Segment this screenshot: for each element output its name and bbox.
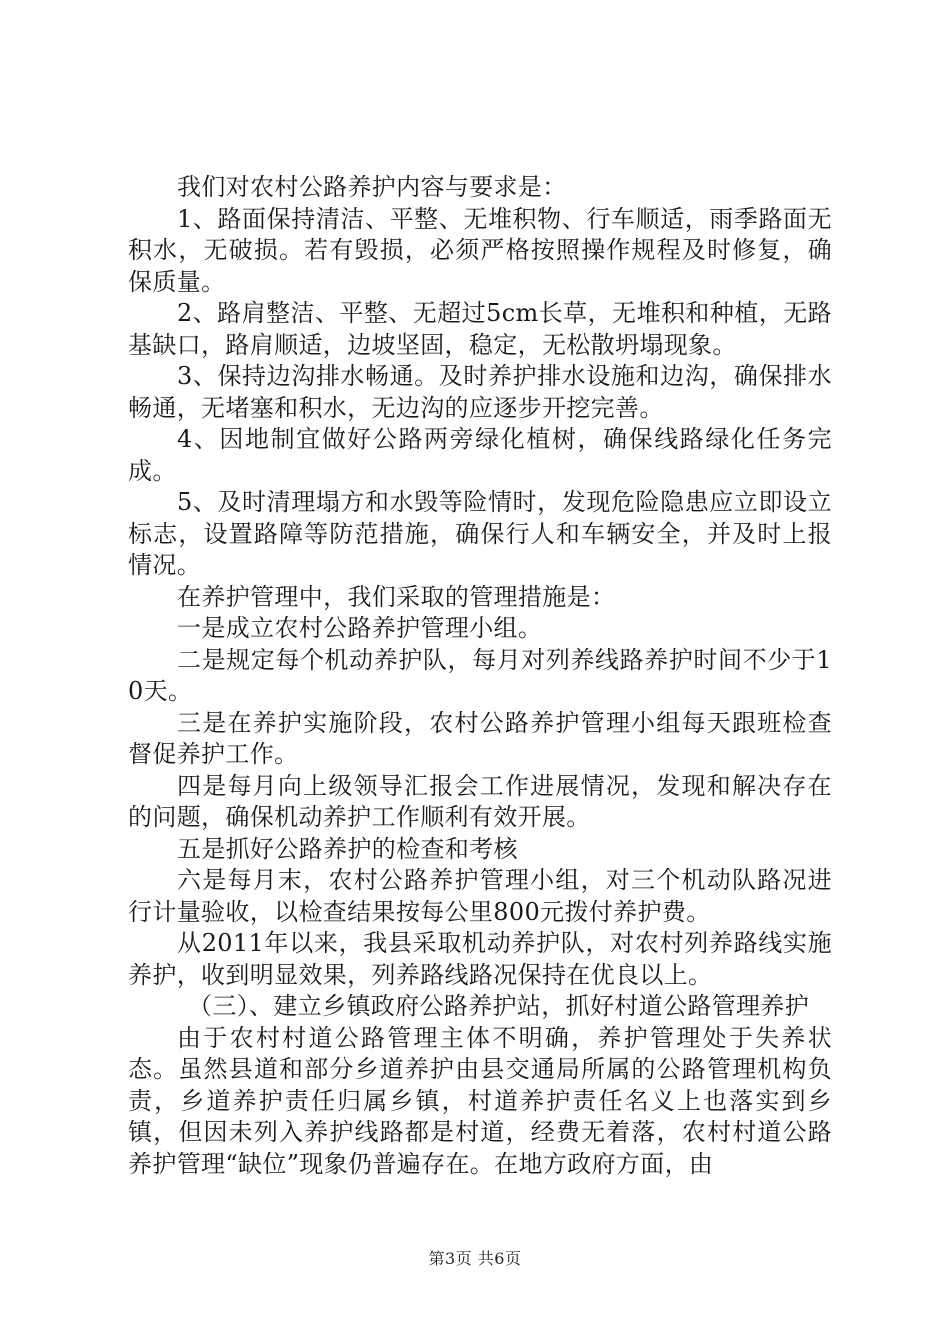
- paragraph-item-5-hazards: 5、及时清理塌方和水毁等险情时，发现危险隐患应立即设立标志，设置路障等防范措施，确保行人和车辆安全，并及时上报情况。: [128, 488, 832, 579]
- paragraph-measures-intro: 在养护管理中，我们采取的管理措施是：: [177, 582, 616, 611]
- section-heading-3: （三）、建立乡镇政府公路养护站，抓好村道公路管理养护: [188, 992, 810, 1020]
- page-number-footer: 第3页 共6页: [428, 1249, 522, 1268]
- paragraph-measure-5: 五是抓好公路养护的检查和考核: [177, 834, 518, 863]
- paragraph-requirements-intro: 我们对农村公路养护内容与要求是：: [177, 173, 567, 201]
- paragraph-village-roads: 由于农村村道公路管理主体不明确，养护管理处于失养状态。虽然县道和部分乡道养护由县交通局所属的公路管理机构负责，乡道养护责任归属乡镇，村道养护责任名义上也落实到乡镇，但因未列入养护线路都是村道，经费无着落，农村村道公路养护管理“缺位”现象仍普遍存在。在地方政府方面，由: [128, 1023, 832, 1178]
- paragraph-measure-2: 二是规定每个机动养护队，每月对列养线路养护时间不少于10天。: [128, 645, 832, 705]
- document-body: [128, 172, 832, 1180]
- paragraph-since-2011: 从2011年以来，我县采取机动养护队，对农村列养路线实施养护，收到明显效果，列养路线路况保持在优良以上。: [128, 929, 832, 989]
- paragraph-measure-3: 三是在养护实施阶段，农村公路养护管理小组每天跟班检查督促养护工作。: [128, 708, 832, 768]
- paragraph-item-3-drainage: 3、保持边沟排水畅通。及时养护排水设施和边沟，确保排水畅通，无堵塞和积水，无边沟的应逐步开挖完善。: [128, 362, 832, 422]
- paragraph-item-1-road-surface: 1、路面保持清洁、平整、无堆积物、行车顺适，雨季路面无积水，无破损。若有毁损，必须严格按照操作规程及时修复，确保质量。: [128, 204, 832, 296]
- paragraph-item-2-shoulder: 2、路肩整洁、平整、无超过5cm长草，无堆积和种植，无路基缺口，路肩顺适，边坡坚固，稳定，无松散坍塌现象。: [128, 299, 832, 359]
- paragraph-measure-1: 一是成立农村公路养护管理小组。: [177, 614, 543, 642]
- paragraph-measure-4: 四是每月向上级领导汇报会工作进展情况，发现和解决存在的问题，确保机动养护工作顺利有效开展。: [128, 771, 832, 831]
- paragraph-item-4-greening: 4、因地制宜做好公路两旁绿化植树，确保线路绿化任务完成。: [128, 425, 832, 485]
- paragraph-measure-6: 六是每月末，农村公路养护管理小组，对三个机动队路况进行计量验收，以检查结果按每公里800元拨付养护费。: [128, 866, 832, 926]
